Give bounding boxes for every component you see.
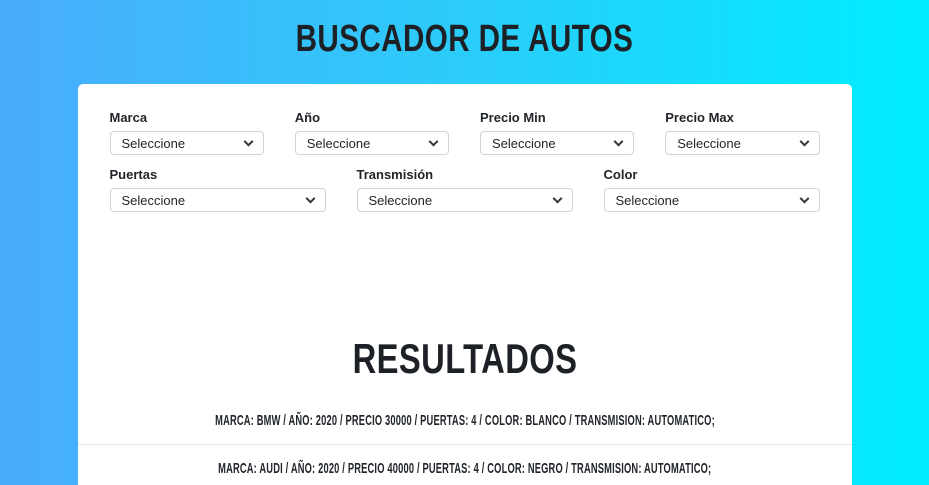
- marca-label: Marca: [109, 110, 148, 125]
- puertas-select-wrap: [110, 188, 326, 212]
- filter-field-ano: [295, 110, 449, 155]
- precio-max-label: Precio Max: [665, 110, 734, 125]
- transmision-select[interactable]: [357, 188, 573, 212]
- color-select-wrap: [604, 188, 820, 212]
- result-item-text: MARCA: BMW / AÑO: 2020 / PRECIO 30000 / PUERTAS: 4 / COLOR: BLANCO / TRANSMISION: AUTOMATICO;: [214, 411, 715, 429]
- filter-field-puertas: [110, 167, 326, 212]
- marca-select-wrap: [110, 131, 264, 155]
- ano-label: Año: [294, 110, 321, 125]
- result-item: [78, 396, 852, 444]
- precio-max-select[interactable]: [665, 131, 819, 155]
- results-list: [78, 396, 852, 485]
- page-title: BUSCADOR DE AUTOS: [295, 18, 634, 60]
- filter-field-precio-max: [665, 110, 819, 155]
- results-heading: RESULTADOS: [352, 335, 577, 382]
- precio-max-select-wrap: [665, 131, 819, 155]
- filter-field-precio-min: [480, 110, 634, 155]
- precio-min-label: Precio Min: [480, 110, 546, 125]
- precio-min-select-wrap: [480, 131, 634, 155]
- filter-field-marca: [110, 110, 264, 155]
- color-select[interactable]: [604, 188, 820, 212]
- marca-select[interactable]: [110, 131, 264, 155]
- ano-select-wrap: [295, 131, 449, 155]
- search-card: [78, 84, 852, 485]
- puertas-label: Puertas: [109, 167, 158, 182]
- filter-row-2: [110, 167, 820, 212]
- result-item-text: MARCA: AUDI / AÑO: 2020 / PRECIO 40000 / PUERTAS: 4 / COLOR: NEGRO / TRANSMISION: AUTOMATICO;: [217, 460, 712, 477]
- transmision-label: Transmisión: [356, 167, 434, 182]
- ano-select[interactable]: [295, 131, 449, 155]
- precio-min-select[interactable]: [480, 131, 634, 155]
- color-label: Color: [603, 167, 638, 182]
- filter-field-transmision: [357, 167, 573, 212]
- transmision-select-wrap: [357, 188, 573, 212]
- puertas-select[interactable]: [110, 188, 326, 212]
- result-item: [78, 444, 852, 485]
- page-header: [0, 0, 929, 84]
- filter-row-1: [110, 110, 820, 155]
- filter-field-color: [604, 167, 820, 212]
